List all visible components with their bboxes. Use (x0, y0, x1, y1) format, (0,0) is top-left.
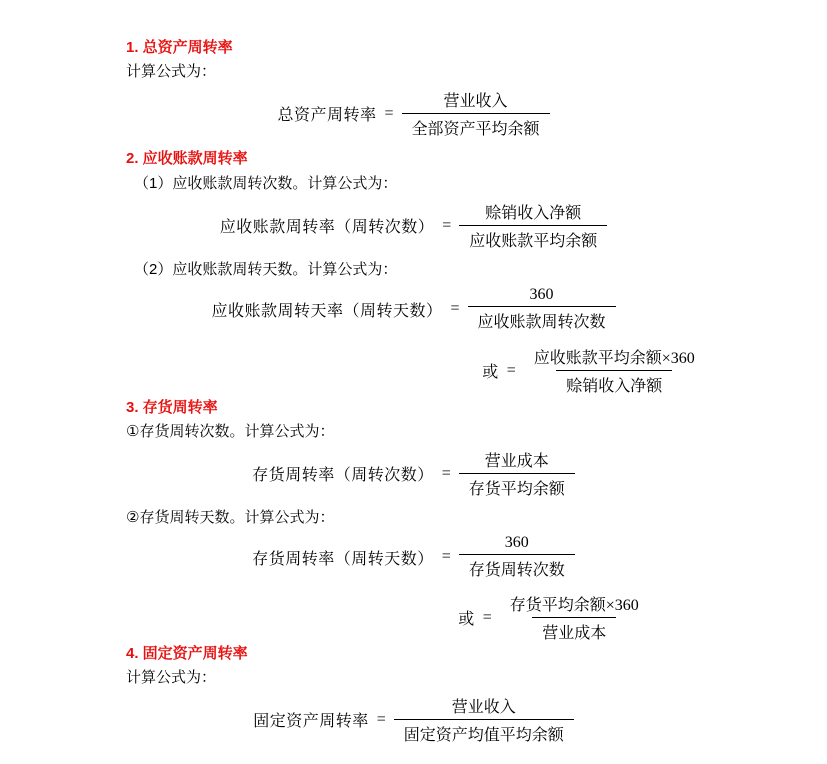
formula-1-1-equals: = (384, 104, 394, 122)
formula-3-3-lhs: 或 (458, 611, 475, 628)
formula-2-3-lhs: 或 (482, 364, 499, 381)
formula-2-3-numerator: 应收账款平均余额×360 (533, 350, 695, 367)
section-2-item-1: （1）应收账款周转次数。计算公式为： (134, 175, 398, 192)
section-3-item-1: ①存货周转次数。计算公式为： (126, 423, 335, 440)
formula-3-3-denominator: 营业成本 (532, 617, 616, 643)
section-3-item-2: ②存货周转天数。计算公式为： (126, 509, 335, 526)
formula-3-3-fraction (500, 592, 649, 643)
formula-3-1 (0, 448, 827, 499)
formula-2-1-fraction (459, 200, 607, 251)
formula-2-1-lhs: 应收账款周转率（周转次数） (219, 219, 435, 236)
formula-4-1-numerator: 营业收入 (451, 699, 516, 716)
formula-2-2-numerator: 360 (529, 286, 554, 303)
formula-2-3-denominator: 赊销收入净额 (556, 370, 672, 396)
formula-2-3-fraction (524, 345, 705, 396)
formula-3-3-equals: = (482, 608, 492, 626)
formula-3-2 (0, 534, 827, 580)
formula-2-3 (0, 345, 827, 396)
section-2-item-2: （2）应收账款周转天数。计算公式为： (134, 261, 398, 278)
formula-3-1-denominator: 存货平均余额 (459, 473, 575, 499)
formula-3-2-lhs: 存货周转率（周转天数） (252, 550, 434, 568)
formula-3-2-numerator: 360 (504, 534, 529, 551)
formula-2-1-numerator: 赊销收入净额 (485, 205, 582, 222)
formula-3-2-fraction (459, 534, 575, 580)
formula-2-2-lhs: 应收账款周转天率（周转天数） (211, 302, 443, 320)
formula-3-3 (0, 592, 827, 643)
formula-4-1 (0, 694, 827, 745)
formula-3-3-numerator: 存货平均余额×360 (509, 597, 639, 614)
formula-2-1 (0, 200, 827, 251)
section-heading-1: 1. 总资产周转率 (126, 39, 233, 56)
formula-2-2-fraction (468, 286, 616, 332)
formula-1-1-lhs: 总资产周转率 (277, 107, 377, 124)
formula-3-2-denominator: 存货周转次数 (459, 554, 575, 580)
section-1-intro: 计算公式为： (126, 63, 217, 80)
formula-3-1-equals: = (441, 464, 451, 482)
section-heading-4: 4. 固定资产周转率 (126, 645, 248, 662)
formula-2-2-denominator: 应收账款周转次数 (468, 306, 616, 332)
formula-1-1 (0, 88, 827, 139)
formula-3-1-lhs: 存货周转率（周转次数） (252, 467, 434, 484)
formula-4-1-equals: = (376, 710, 386, 728)
formula-3-2-equals: = (441, 548, 451, 565)
formula-2-2-equals: = (450, 300, 460, 317)
section-4-intro: 计算公式为： (126, 669, 217, 686)
formula-4-1-fraction (394, 694, 574, 745)
formula-4-1-denominator: 固定资产均值平均余额 (394, 719, 574, 745)
formula-3-1-fraction (459, 448, 575, 499)
formula-1-1-fraction (402, 88, 550, 139)
formula-3-1-numerator: 营业成本 (484, 453, 549, 470)
formula-1-1-denominator: 全部资产平均余额 (402, 113, 550, 139)
formula-2-1-denominator: 应收账款平均余额 (459, 225, 607, 251)
section-heading-3: 3. 存货周转率 (126, 399, 218, 416)
section-heading-2: 2. 应收账款周转率 (126, 150, 248, 167)
formula-2-1-equals: = (442, 216, 452, 234)
formula-2-3-equals: = (506, 361, 516, 379)
formula-4-1-lhs: 固定资产周转率 (253, 713, 369, 730)
formula-2-2 (0, 286, 827, 332)
formula-1-1-numerator: 营业收入 (443, 93, 508, 110)
